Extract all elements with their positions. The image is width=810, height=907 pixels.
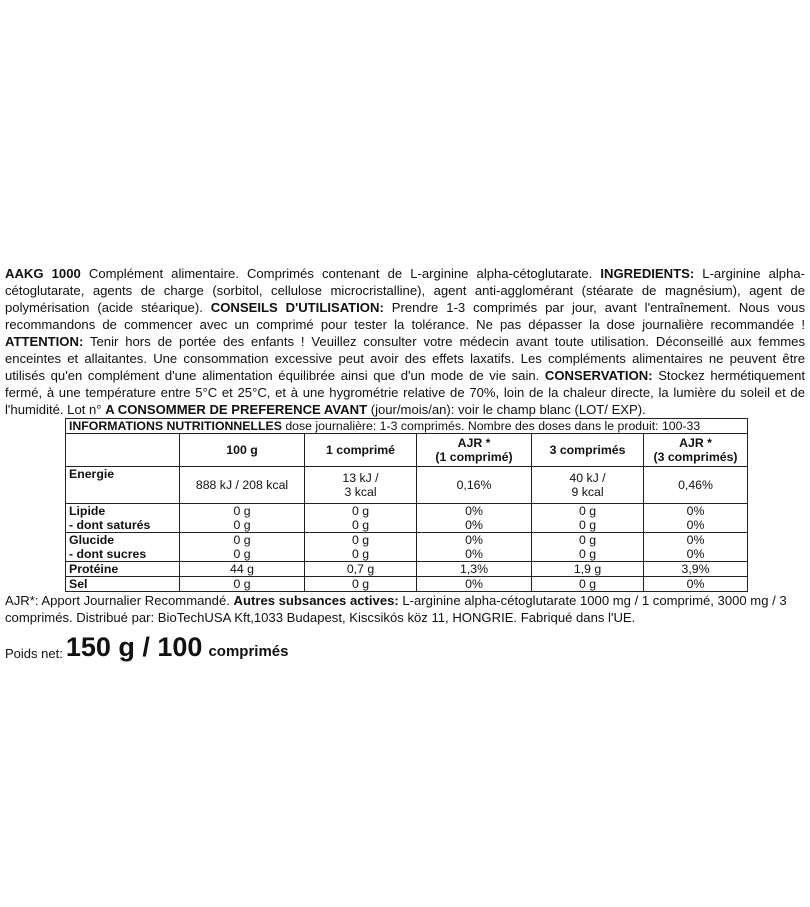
product-label [5, 265, 805, 661]
cell-value: 1,9 g [532, 562, 644, 577]
cell-line: 0 g [233, 518, 251, 532]
product-description [5, 265, 805, 418]
cell-line: 0% [686, 518, 705, 532]
row-label-main: Lipide [69, 504, 106, 518]
usage-heading: CONSEILS D'UTILISATION: [210, 300, 384, 315]
cell-value: 44 g [180, 562, 305, 577]
ingredients-text: L-arginine alpha-cétoglutarate, agents de charge (sorbitol, cellulose microcristalline), agent anti-agglomérant (stéarate de magnésium), agent de polymérisation (acide stéarique). [5, 266, 806, 315]
cell-line: 0% [686, 547, 705, 561]
cell-value: 1,3% [417, 562, 532, 577]
row-label [66, 533, 180, 562]
net-weight-label: Poids net: [5, 646, 63, 661]
cell-line: 0 g [578, 547, 597, 561]
cell-line: 3 kcal [344, 485, 377, 499]
cell-value: 0 g [180, 577, 305, 592]
cell-line: 0 g [351, 518, 370, 532]
table-row [66, 533, 748, 562]
cell-value [305, 533, 417, 562]
cell-line: 13 kJ / [342, 471, 379, 485]
cell-line: 0% [686, 533, 705, 547]
cell-value [644, 533, 748, 562]
cell-value: 0,46% [644, 467, 748, 504]
cell-value [417, 504, 532, 533]
cell-line: 0 g [578, 533, 597, 547]
cell-value [305, 467, 417, 504]
header-ajr-3 [644, 434, 748, 467]
best-before-text: (jour/mois/an): voir le champ blanc (LOT/ EXP). [367, 402, 646, 417]
header-ajr-3-sub: (3 comprimés) [653, 450, 738, 464]
net-weight-unit: comprimés [208, 643, 289, 660]
nutrition-caption [66, 419, 748, 434]
nutrition-caption-text: dose journalière: 1-3 comprimés. Nombre des doses dans le produit: 100-33 [281, 419, 701, 433]
header-ajr-1-sub: (1 comprimé) [435, 450, 513, 464]
row-label-main: Glucide [69, 533, 115, 547]
cell-line: 0% [465, 518, 483, 532]
cell-line: 0% [465, 547, 483, 561]
row-label: Energie [66, 467, 180, 504]
cell-line: 0% [686, 504, 705, 518]
row-label-sub: - dont sucres [69, 547, 147, 561]
header-empty [66, 434, 180, 467]
ingredients-heading: INGREDIENTS: [600, 266, 695, 281]
cell-line: 0 g [351, 533, 370, 547]
cell-value: 0% [417, 577, 532, 592]
table-row [66, 504, 748, 533]
nutrition-title: INFORMATIONS NUTRITIONNELLES [69, 419, 282, 433]
cell-value [180, 504, 305, 533]
cell-line: 0 g [578, 518, 597, 532]
cell-value: 0 g [305, 577, 417, 592]
cell-line: 40 kJ / [569, 471, 606, 485]
header-100g: 100 g [180, 434, 305, 467]
cell-value [644, 504, 748, 533]
row-label: Sel [66, 577, 180, 592]
table-row [66, 467, 748, 504]
cell-line: 0 g [233, 504, 251, 518]
cell-value [417, 533, 532, 562]
best-before-heading: A CONSOMMER DE PREFERENCE AVANT [105, 402, 368, 417]
usage-text: Prendre 1-3 comprimés par jour, avant l'entraînement. Nous vous recommandons de commencer avec un comprimé pour tester la tolérance. Ne pas dépasser la dose journalière recommandée ! [5, 300, 805, 332]
header-1-tablet: 1 comprimé [305, 434, 417, 467]
cell-line: 0 g [578, 504, 597, 518]
cell-line: 0 g [233, 547, 251, 561]
product-intro: Complément alimentaire. Comprimés contenant de L-arginine alpha-cétoglutarate. [80, 266, 601, 281]
row-label-sub: - dont saturés [69, 518, 151, 532]
cell-value [180, 533, 305, 562]
table-row [66, 577, 748, 592]
active-substances-text: L-arginine alpha-cétoglutarate 1000 mg / 1 comprimé, 3000 mg / 3 comprimés. Distribué par: BioTechUSA Kft,1033 Budapest, Kiscsikós köz 11, HONGRIE. Fabriqué dans l'UE. [5, 593, 787, 625]
net-weight [5, 634, 805, 661]
cell-value: 0,16% [417, 467, 532, 504]
row-label [66, 504, 180, 533]
cell-value: 0 g [532, 577, 644, 592]
row-label: Protéine [66, 562, 180, 577]
header-3-tablets: 3 comprimés [532, 434, 644, 467]
cell-line: 9 kcal [571, 485, 604, 499]
footnote [5, 592, 805, 626]
storage-text: Stockez hermétiquement fermé, à une température entre 5°C et 25°C, et à une hygrométrie relative de 70%, loin de la chaleur directe, la lumière du soleil et de l'humidité. Lot n° [5, 368, 806, 417]
nutrition-table [65, 418, 748, 592]
cell-line: 0 g [351, 547, 370, 561]
cell-value: 888 kJ / 208 kcal [180, 467, 305, 504]
nutrition-header-row [66, 434, 748, 467]
cell-line: 0% [465, 504, 483, 518]
cell-line: 0 g [351, 504, 370, 518]
ajr-note: AJR*: Apport Journalier Recommandé. [5, 593, 234, 608]
table-row [66, 562, 748, 577]
product-name: AAKG 1000 [5, 266, 81, 281]
nutrition-caption-row [66, 419, 748, 434]
header-ajr-3-label: AJR * [679, 436, 712, 450]
cell-value: 3,9% [644, 562, 748, 577]
storage-heading: CONSERVATION: [544, 368, 653, 383]
header-ajr-1-label: AJR * [457, 436, 491, 450]
cell-value [305, 504, 417, 533]
net-weight-value: 150 g / 100 [65, 632, 203, 662]
cell-value [532, 467, 644, 504]
cell-line: 0 g [233, 533, 251, 547]
cell-value: 0,7 g [305, 562, 417, 577]
cell-value: 0% [644, 577, 748, 592]
cell-value [532, 504, 644, 533]
active-substances-heading: Autres subsances actives: [233, 593, 399, 608]
cell-line: 0% [465, 533, 483, 547]
warning-text: Tenir hors de portée des enfants ! Veuillez consulter votre médecin avant toute utilisation. Déconseillé aux femmes enceintes et allaitantes. Une consommation excessive peut avoir des effets laxatifs. Les compléments alimentaires ne peuvent être utilisés qu'en complément d'une alimentation équilibrée ainsi que d'un mode de vie sain. [5, 334, 805, 383]
header-ajr-1 [417, 434, 532, 467]
cell-value [532, 533, 644, 562]
warning-heading: ATTENTION: [5, 334, 84, 349]
